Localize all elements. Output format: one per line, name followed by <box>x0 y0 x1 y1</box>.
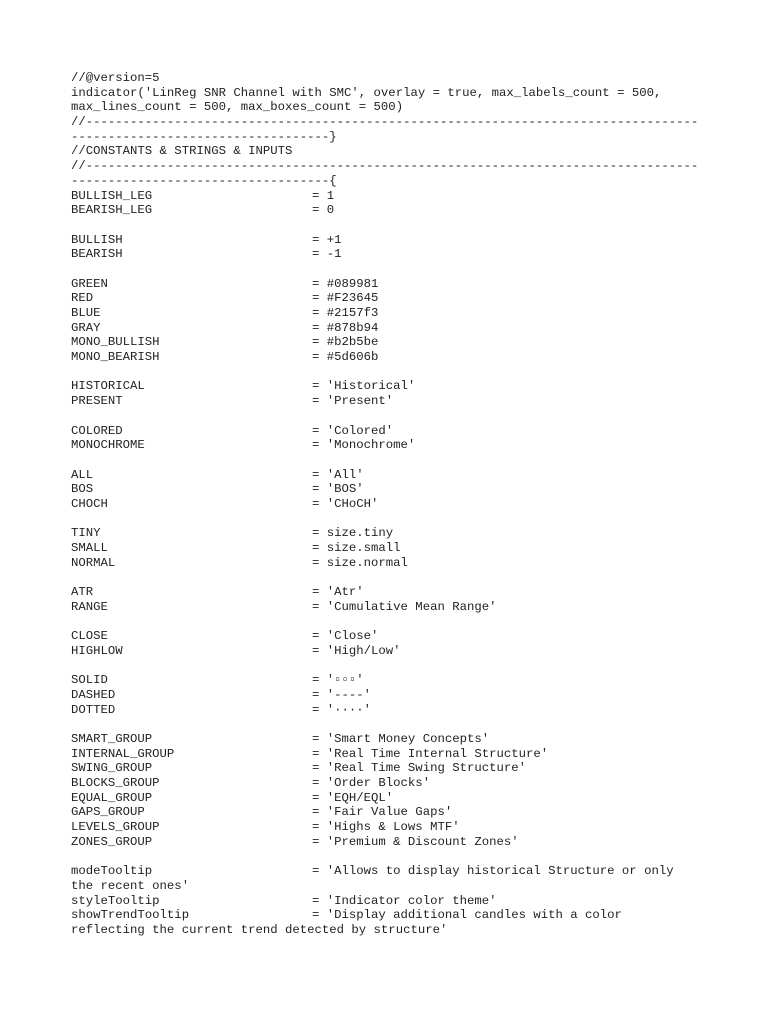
constant-value: = #089981 <box>312 276 379 291</box>
constant-row <box>71 482 711 497</box>
constant-name: BLUE <box>71 306 101 320</box>
constant-row <box>71 526 711 541</box>
blank-line <box>71 570 711 585</box>
constant-row <box>71 306 711 321</box>
constant-name: HISTORICAL <box>71 379 145 394</box>
constant-row <box>71 629 711 644</box>
constant-name: ATR <box>71 585 94 600</box>
blank-line <box>71 717 711 732</box>
constant-name: INTERNAL_GROUP <box>71 746 175 761</box>
constant-name: BULLISH_LEG <box>71 188 153 203</box>
constant-row <box>71 424 711 439</box>
constant-name: CHOCH <box>71 496 108 511</box>
constant-name: BOS <box>71 482 94 497</box>
constant-row <box>71 908 711 923</box>
constant-name: EQUAL_GROUP <box>71 790 153 805</box>
constant-value: = 'High/Low' <box>312 643 401 658</box>
constant-row <box>71 438 711 453</box>
constant-row <box>71 556 711 571</box>
constant-value: = 'All' <box>312 467 364 482</box>
constant-row <box>71 776 711 791</box>
constant-row <box>71 247 711 262</box>
constant-value: = 'Historical' <box>312 379 416 394</box>
constant-value: = size.normal <box>312 555 408 570</box>
constant-value: = 'Cumulative Mean Range' <box>312 599 497 614</box>
divider-line-wrap: -----------------------------------} <box>71 129 337 144</box>
constant-name: CLOSE <box>71 629 108 644</box>
constant-row <box>71 864 711 879</box>
constant-value: = 1 <box>312 188 335 203</box>
constant-row <box>71 585 711 600</box>
constant-name: GREEN <box>71 276 108 291</box>
section-title: //CONSTANTS & STRINGS & INPUTS <box>71 144 293 159</box>
constant-value: = 0 <box>312 203 335 218</box>
constant-value: = '----' <box>312 687 372 702</box>
constant-value: = 'Present' <box>312 394 394 409</box>
constant-row <box>71 673 711 688</box>
constant-row <box>71 379 711 394</box>
constant-value: = #878b94 <box>312 320 379 335</box>
blank-line <box>71 262 711 277</box>
blank-line <box>71 512 711 527</box>
divider-line-wrap: -----------------------------------{ <box>71 173 337 188</box>
constant-row <box>71 497 711 512</box>
constant-value: = 'Monochrome' <box>312 438 416 453</box>
constant-row <box>71 747 711 762</box>
constant-value: = #F23645 <box>312 291 379 306</box>
constant-name: LEVELS_GROUP <box>71 820 160 835</box>
constant-name: RANGE <box>71 599 108 614</box>
constant-value: = +1 <box>312 232 342 247</box>
constant-row <box>71 291 711 306</box>
constant-row <box>71 894 711 909</box>
constant-value: = 'Order Blocks' <box>312 776 431 790</box>
constant-name: BLOCKS_GROUP <box>71 776 160 790</box>
constant-row <box>71 644 711 659</box>
constant-row <box>71 761 711 776</box>
constant-value: = 'Real Time Swing Structure' <box>312 761 527 776</box>
constant-name: TINY <box>71 526 101 541</box>
constant-name: DASHED <box>71 687 116 702</box>
constant-name: ZONES_GROUP <box>71 834 153 849</box>
constant-name: PRESENT <box>71 394 123 409</box>
constant-name: MONOCHROME <box>71 438 145 453</box>
constant-row <box>71 791 711 806</box>
constant-row <box>71 189 711 204</box>
constant-value: = 'Smart Money Concepts' <box>312 731 490 746</box>
constant-name: SWING_GROUP <box>71 761 153 776</box>
constant-value: = 'Fair Value Gaps' <box>312 805 453 820</box>
constant-name: GAPS_GROUP <box>71 805 145 820</box>
constant-value: = 'Display additional candles with a color <box>312 908 622 923</box>
constant-row <box>71 703 711 718</box>
constant-value: = 'Allows to display historical Structure or only <box>312 864 674 879</box>
version-line: //@version=5 <box>71 71 160 85</box>
constant-name: SOLID <box>71 673 108 688</box>
constant-value: = 'Real Time Internal Structure' <box>312 746 549 761</box>
constant-value: = 'Close' <box>312 629 379 644</box>
divider-line: //----------------------------------------------------------------------------------- <box>71 115 699 130</box>
constant-row <box>71 277 711 292</box>
constant-value: = '▫▫▫' <box>312 673 364 688</box>
constant-value: = #b2b5be <box>312 335 379 350</box>
constant-value: = 'Colored' <box>312 423 394 438</box>
constant-row <box>71 805 711 820</box>
constant-value: = 'CHoCH' <box>312 496 379 511</box>
indicator-line-1: indicator('LinReg SNR Channel with SMC', overlay = true, max_labels_count = 500, <box>71 85 662 100</box>
constant-name: COLORED <box>71 423 123 438</box>
constant-row <box>71 820 711 835</box>
constant-row <box>71 541 711 556</box>
blank-line <box>71 409 711 424</box>
constant-name: BEARISH_LEG <box>71 203 153 218</box>
constant-row <box>71 203 711 218</box>
constant-name: MONO_BEARISH <box>71 350 160 365</box>
constant-row <box>71 233 711 248</box>
constant-value: = size.tiny <box>312 526 394 541</box>
constant-value: = 'Premium & Discount Zones' <box>312 834 519 849</box>
constant-name: MONO_BULLISH <box>71 335 160 350</box>
constant-row <box>71 321 711 336</box>
constant-value: = 'Highs & Lows MTF' <box>312 820 460 835</box>
constant-row <box>71 468 711 483</box>
constant-name: NORMAL <box>71 555 116 570</box>
blank-line <box>71 365 711 380</box>
constants-block <box>71 189 711 938</box>
divider-line: //----------------------------------------------------------------------------------- <box>71 159 699 174</box>
constant-row <box>71 350 711 365</box>
constant-row <box>71 688 711 703</box>
indicator-line-2: max_lines_count = 500, max_boxes_count = 500) <box>71 100 404 115</box>
constant-name: styleTooltip <box>71 893 160 908</box>
constant-value-continuation: the recent ones' <box>71 878 190 893</box>
constant-row <box>71 394 711 409</box>
constant-value: = -1 <box>312 247 342 262</box>
constant-name: showTrendTooltip <box>71 908 190 923</box>
blank-line <box>71 453 711 468</box>
blank-line <box>71 849 711 864</box>
constant-value: = 'Indicator color theme' <box>312 893 497 908</box>
constant-value: = 'BOS' <box>312 482 364 497</box>
blank-line <box>71 659 711 674</box>
constant-value-continuation: reflecting the current trend detected by structure' <box>71 922 448 937</box>
constant-value: = '····' <box>312 702 372 717</box>
constant-name: SMALL <box>71 541 108 555</box>
constant-name: HIGHLOW <box>71 643 123 658</box>
constant-name: ALL <box>71 467 94 482</box>
constant-row <box>71 600 711 615</box>
constant-name: GRAY <box>71 320 101 335</box>
constant-row <box>71 835 711 850</box>
constant-value: = size.small <box>312 541 401 555</box>
constant-name: BEARISH <box>71 247 123 262</box>
constant-value: = #5d606b <box>312 350 379 365</box>
blank-line <box>71 218 711 233</box>
constant-row <box>71 732 711 747</box>
code-document <box>71 71 711 938</box>
constant-value: = 'EQH/EQL' <box>312 790 394 805</box>
constant-value: = #2157f3 <box>312 306 379 320</box>
constant-name: DOTTED <box>71 702 116 717</box>
constant-name: BULLISH <box>71 232 123 247</box>
constant-name: RED <box>71 291 94 306</box>
constant-name: modeTooltip <box>71 864 153 879</box>
constant-value: = 'Atr' <box>312 585 364 600</box>
blank-line <box>71 614 711 629</box>
constant-name: SMART_GROUP <box>71 731 153 746</box>
constant-row <box>71 335 711 350</box>
